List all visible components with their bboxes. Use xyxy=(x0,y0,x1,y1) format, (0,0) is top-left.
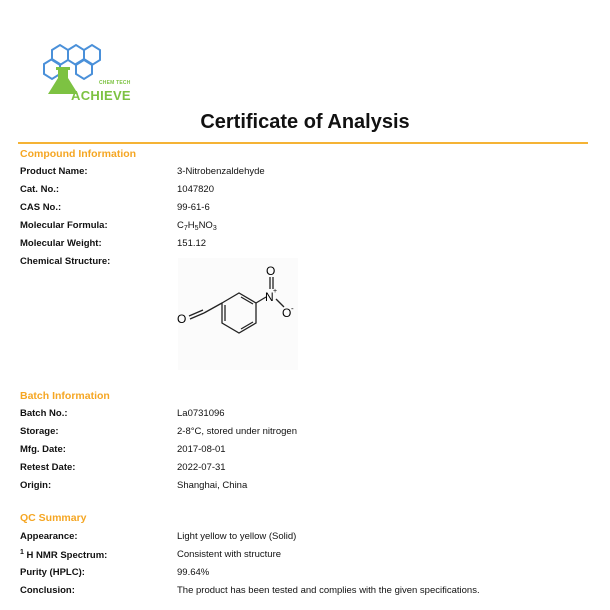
section-heading-qc: QC Summary xyxy=(20,512,87,524)
atom-o-top: O xyxy=(266,264,276,278)
label: Origin: xyxy=(20,480,52,491)
value: 99-61-6 xyxy=(177,202,210,213)
row-cat-no xyxy=(20,184,590,198)
row-molecular-weight xyxy=(20,238,590,252)
label: Batch No.: xyxy=(20,408,68,419)
label: Appearance: xyxy=(20,531,78,542)
section-heading-compound: Compound Information xyxy=(20,148,137,160)
atom-n: N xyxy=(265,290,274,304)
value: Shanghai, China xyxy=(177,480,248,491)
atom-o-aldehyde: O xyxy=(177,312,187,326)
section-heading-batch: Batch Information xyxy=(20,390,110,402)
value: Consistent with structure xyxy=(177,549,282,560)
row-molecular-formula xyxy=(20,220,590,234)
label: Retest Date: xyxy=(20,462,76,473)
label: $^1$ H NMR Spectrum: xyxy=(20,549,108,562)
label: Cat. No.: xyxy=(20,184,60,195)
chemical-structure-image xyxy=(172,255,302,375)
label: Molecular Weight: xyxy=(20,238,102,249)
label: Mfg. Date: xyxy=(20,444,66,455)
value: 151.12 xyxy=(177,238,207,249)
row-chemical-structure xyxy=(20,256,590,270)
value: The product has been tested and complies with the given specifications. xyxy=(177,585,480,596)
atom-o-right: O xyxy=(282,306,292,320)
label: CAS No.: xyxy=(20,202,62,213)
row-purity xyxy=(20,567,590,581)
row-conclusion xyxy=(20,585,590,599)
row-cas-no xyxy=(20,202,590,216)
atom-o-right-charge: - xyxy=(291,304,294,313)
row-product-name xyxy=(20,166,590,180)
value: 2-8°C, stored under nitrogen xyxy=(177,426,297,437)
label: Chemical Structure: xyxy=(20,256,111,267)
row-mfg-date xyxy=(20,444,590,458)
value: 1047820 xyxy=(177,184,214,195)
value: 99.64% xyxy=(177,567,210,578)
page-title: Certificate of Analysis xyxy=(200,111,410,133)
value: 3-Nitrobenzaldehyde xyxy=(177,166,265,177)
label: Molecular Formula: xyxy=(20,220,108,231)
title-divider xyxy=(18,142,588,144)
value: 2017-08-01 xyxy=(177,444,226,455)
logo-subtitle: CHEM TECH xyxy=(99,80,131,86)
atom-n-charge: + xyxy=(273,288,278,295)
row-origin xyxy=(20,480,590,494)
label: Storage: xyxy=(20,426,59,437)
label: Purity (HPLC): xyxy=(20,567,85,578)
value: La0731096 xyxy=(177,408,225,419)
row-appearance xyxy=(20,531,590,545)
row-nmr xyxy=(20,549,590,563)
value: 2022-07-31 xyxy=(177,462,226,473)
label: Conclusion: xyxy=(20,585,75,596)
logo-brand: ACHIEVE xyxy=(71,88,131,103)
row-retest-date xyxy=(20,462,590,476)
value: Light yellow to yellow (Solid) xyxy=(177,531,297,542)
row-batch-no xyxy=(20,408,590,422)
row-storage xyxy=(20,426,590,440)
formula-value: $C_7H_5NO_3$ xyxy=(177,220,217,232)
label: Product Name: xyxy=(20,166,88,177)
